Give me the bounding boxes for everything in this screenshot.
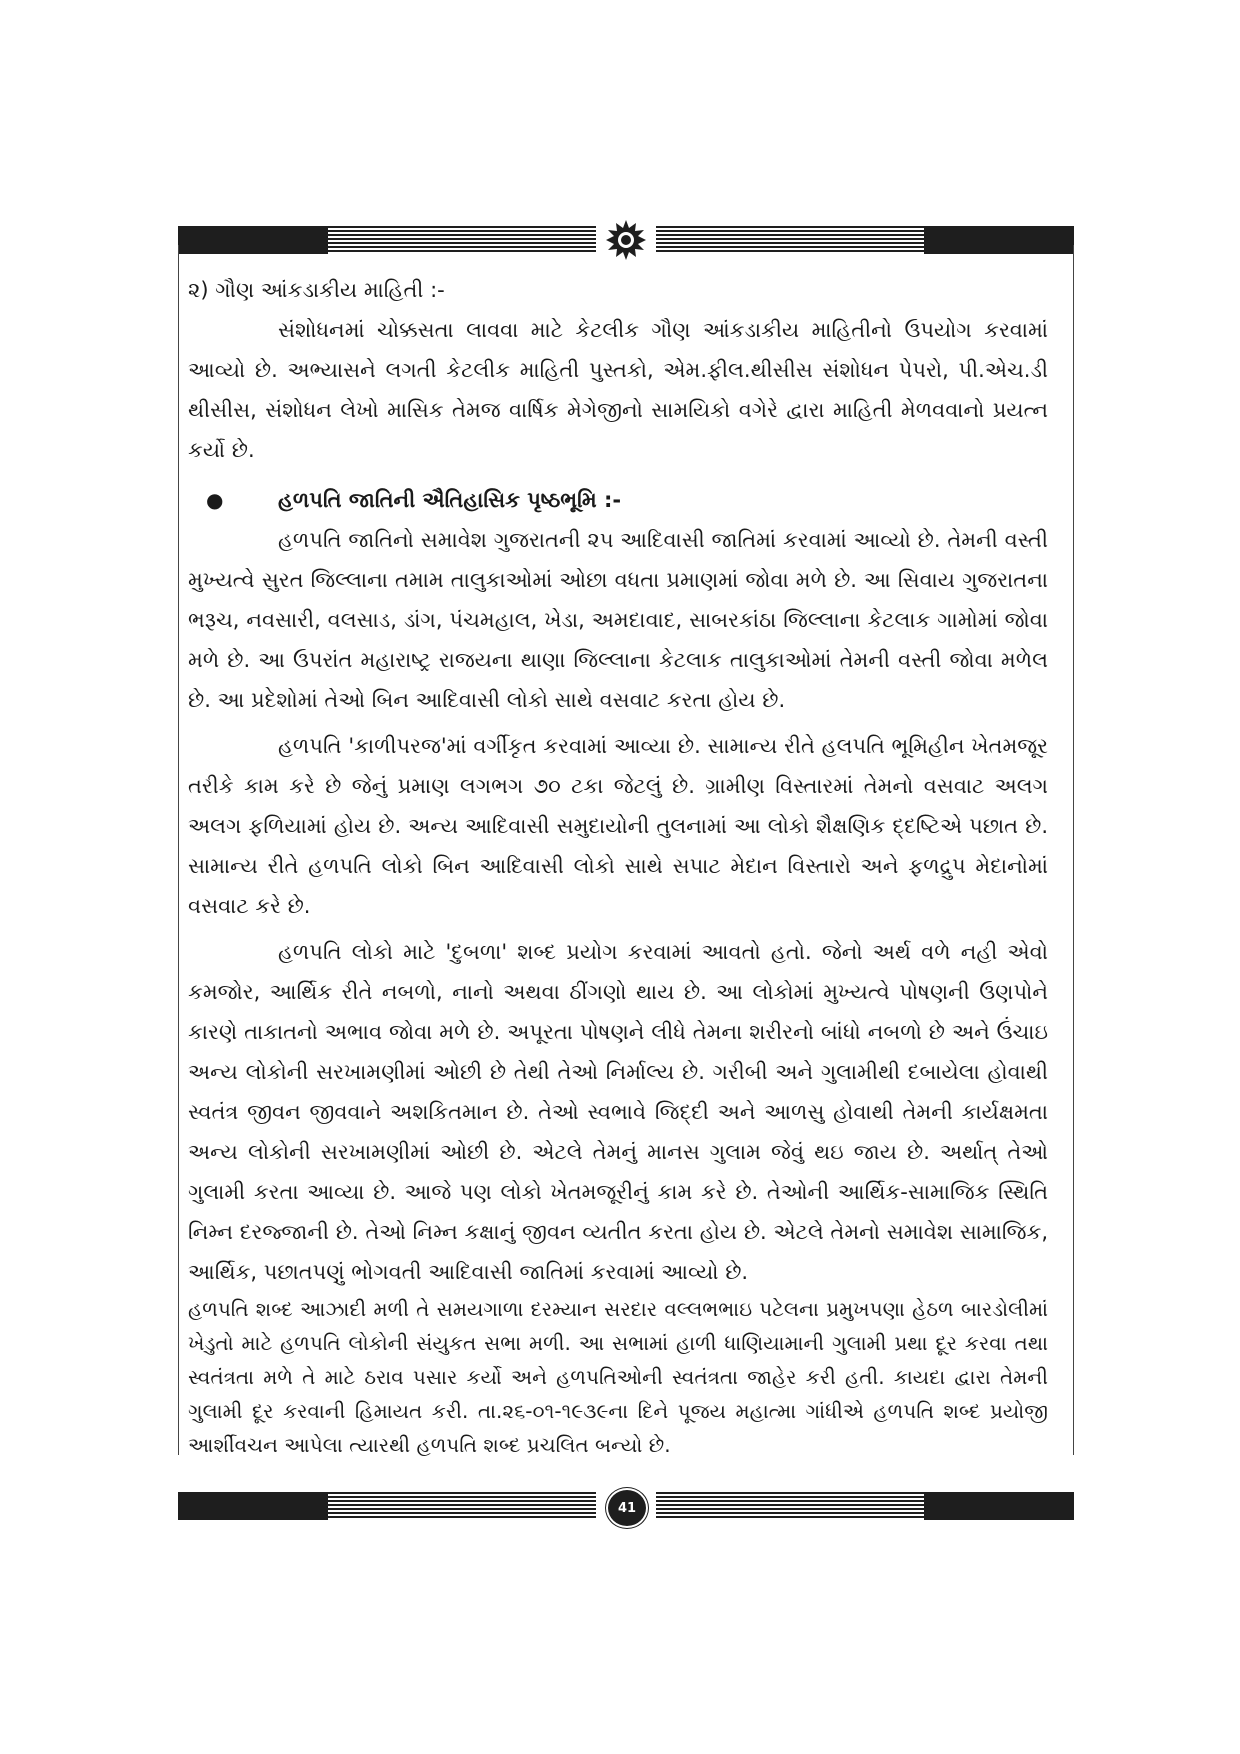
page-content	[188, 270, 1048, 1462]
footer-ornament-bar	[178, 1492, 1074, 1520]
page-number: 41	[606, 1488, 648, 1528]
paragraph-kaliparaj: હળપતિ 'કાળીપરજ'માં વર્ગીકૃત કરવામાં આવ્યા છે. સામાન્ય રીતે હલપતિ ભૂમિહીન ખેતમજૂર તરીકે કામ કરે છે જેનું પ્રમાણ લગભગ ૭૦ ટકા જેટલું છે. ગ્રામીણ વિસ્તારમાં તેમનો વસવાટ અલગ અલગ ફળિયામાં હોય છે. અન્ય આદિવાસી સમુદાયોની તુલનામાં આ લોકો શૈક્ષણિક દ્દષ્ટિએ પછાત છે. સામાન્ય રીતે હળપતિ લોકો બિન આદિવાસી લોકો સાથે સપાટ મેદાન વિસ્તારો અને ફળદ્રુપ મેદાનોમાં વસવાટ કરે છે.	[188, 734, 1048, 918]
bullet-heading-row	[188, 480, 1048, 520]
section-heading: હળપતિ જાતિની ઐતિહાસિક પૃષ્ઠભૂમિ :-	[278, 488, 622, 512]
section-title: ૨) ગૌણ આંકડાકીય માહિતી :-	[188, 278, 445, 302]
bullet-icon: ●	[206, 488, 224, 512]
paragraph-secondary-data: સંશોધનમાં ચોક્કસતા લાવવા માટે કેટલીક ગૌણ આંકડાકીય માહિતીનો ઉપયોગ કરવામાં આવ્યો છે. અભ્યાસને લગતી કેટલીક માહિતી પુસ્તકો, એમ.ફીલ.થીસીસ સંશોધન પેપરો, પી.એચ.ડી થીસીસ, સંશોધન લેખો માસિક તેમજ વાર્ષિક મેગેજીનો સામયિકો વગેરે દ્વારા માહિતી મેળવવાનો પ્રયત્ન કર્યો છે.	[188, 318, 1048, 462]
paragraph-population: હળપતિ જાતિનો સમાવેશ ગુજરાતની ૨૫ આદિવાસી જાતિમાં કરવામાં આવ્યો છે. તેમની વસ્તી મુખ્યત્વે સુરત જિલ્લાના તમામ તાલુકાઓમાં ઓછા વધતા પ્રમાણમાં જોવા મળે છે. આ સિવાય ગુજરાતના ભરૂચ, નવસારી, વલસાડ, ડાંગ, પંચમહાલ, ખેડા, અમદાવાદ, સાબરકાંઠા જિલ્લાના કેટલાક ગામોમાં જોવા મળે છે. આ ઉપરાંત મહારાષ્ટ્ર રાજયના થાણા જિલ્લાના કેટલાક તાલુકાઓમાં તેમની વસ્તી જોવા મળેલ છે. આ પ્રદેશોમાં તેઓ બિન આદિવાસી લોકો સાથે વસવાટ કરતા હોય છે.	[188, 528, 1048, 712]
paragraph-history: હળપતિ શબ્દ આઝાદી મળી તે સમયગાળા દરમ્યાન સરદાર વલ્લભભાઇ પટેલના પ્રમુખપણા હેઠળ બારડોલીમાં ખેડુતો માટે હળપતિ લોકોની સંયુકત સભા મળી. આ સભામાં હાળી ધાણિયામાની ગુલામી પ્રથા દૂર કરવા તથા સ્વતંત્રતા મળે તે માટે ઠરાવ પસાર કર્યો અને હળપતિઓની સ્વતંત્રતા જાહેર કરી હતી. કાયદા દ્વારા તેમની ગુલામી દૂર કરવાની હિમાયત કરી. તા.૨૬-૦૧-૧૯૩૯ના દિને પૂજય મહાત્મા ગાંધીએ હળપતિ શબ્દ પ્રયોજી આર્શીવચન આપેલા ત્યારથી હળપતિ શબ્દ પ્રચલિત બન્યો છે.	[188, 1297, 1048, 1457]
paragraph-dubla: હળપતિ લોકો માટે 'દુબળા' શબ્દ પ્રયોગ કરવામાં આવતો હતો. જેનો અર્થ વળે નહી એવો કમજોર, આર્થિક રીતે નબળો, નાનો અથવા ઠીંગણો થાય છે. આ લોકોમાં મુખ્યત્વે પોષણની ઉણપોને કારણે તાકાતનો અભાવ જોવા મળે છે. અપૂરતા પોષણને લીધે તેમના શરીરનો બાંધો નબળો છે અને ઉંચાઇ અન્ય લોકોની સરખામણીમાં ઓછી છે તેથી તેઓ નિર્માલ્ય છે. ગરીબી અને ગુલામીથી દબાયેલા હોવાથી સ્વતંત્ર જીવન જીવવાને અશકિતમાન છે. તેઓ સ્વભાવે જિદ્દી અને આળસુ હોવાથી તેમની કાર્યક્ષમતા અન્ય લોકોની સરખામણીમાં ઓછી છે. એટલે તેમનું માનસ ગુલામ જેવું થઇ જાય છે. અર્થાત્ તેઓ ગુલામી કરતા આવ્યા છે. આજે પણ લોકો ખેતમજૂરીનું કામ કરે છે. તેઓની આર્થિક-સામાજિક સ્થિતિ નિમ્ન દરજ્જાની છે. તેઓ નિમ્ન કક્ષાનું જીવન વ્યતીત કરતા હોય છે. એટલે તેમનો સમાવેશ સામાજિક, આર્થિક, પછાતપણું ભોગવતી આદિવાસી જાતિમાં કરવામાં આવ્યો છે.	[188, 940, 1048, 1284]
